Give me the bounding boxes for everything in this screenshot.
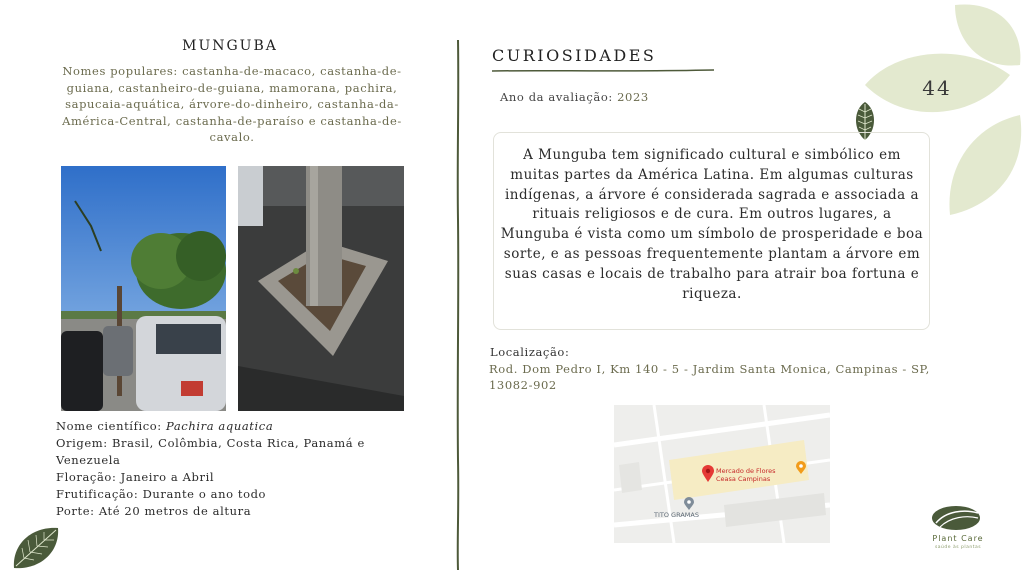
fruiting: Frutificação: Durante o ano todo bbox=[56, 487, 267, 501]
trunk-photo bbox=[238, 166, 404, 411]
location-label: Localização: bbox=[490, 345, 570, 359]
map-poi-label: TITO GRAMAS bbox=[654, 511, 699, 519]
tree-photo bbox=[61, 166, 226, 411]
size: Porte: Até 20 metros de altura bbox=[56, 504, 252, 518]
popular-names: Nomes populares: castanha-de-macaco, castanha-de-guiana, castanheiro-de-guiana, mamorana, pachira, sapucaia-aquática, árvore-do-dinheiro, castanha-da-América-Central, castanha-de-paraíso e castanha-de-cavalo. bbox=[62, 64, 402, 144]
location-map[interactable] bbox=[614, 405, 830, 543]
evaluation-year-value: 2023 bbox=[617, 90, 649, 104]
restaurant-pin-icon bbox=[796, 461, 806, 475]
flowering: Floração: Janeiro a Abril bbox=[56, 470, 215, 484]
poi-pin-icon bbox=[684, 497, 694, 511]
curiosity-text: A Munguba tem significado cultural e simbólico em muitas partes da América Latina. Em algumas culturas indígenas, a árvore é considerada sagrada e associada a rituais religiosos e de cura. Em outros lugares, a Munguba é vista como um símbolo de prosperidade e boa sorte, e as pessoas frequentemente plantam a árvore em suas casas e locais de trabalho para atrair boa fortuna e riqueza. bbox=[500, 147, 924, 302]
scientific-name-value: Pachira aquatica bbox=[166, 419, 274, 433]
page-divider bbox=[455, 40, 461, 570]
plant-care-logo-icon bbox=[930, 503, 982, 533]
brand-tagline: saúde às plantas bbox=[934, 545, 982, 550]
evaluation-year: Ano da avaliação: 2023 bbox=[500, 90, 649, 104]
curiosities-title: CURIOSIDADES bbox=[492, 46, 657, 65]
species-title: MUNGUBA bbox=[182, 38, 278, 54]
brand-name: Plant Care bbox=[932, 534, 984, 543]
species-facts bbox=[56, 418, 426, 520]
page-number: 44 bbox=[922, 76, 952, 100]
location-address: Rod. Dom Pedro I, Km 140 - 5 - Jardim Santa Monica, Campinas - SP, 13082-902 bbox=[489, 362, 930, 392]
scientific-name: Nome científico: Pachira aquatica bbox=[56, 419, 274, 433]
origin: Origem: Brasil, Colômbia, Costa Rica, Panamá e Venezuela bbox=[56, 436, 365, 467]
leaf-decoration-bottom-left bbox=[10, 522, 62, 572]
title-underline bbox=[492, 68, 714, 74]
map-pin-icon[interactable] bbox=[702, 465, 714, 483]
map-place-label: Mercado de Flores Ceasa Campinas bbox=[716, 467, 776, 483]
